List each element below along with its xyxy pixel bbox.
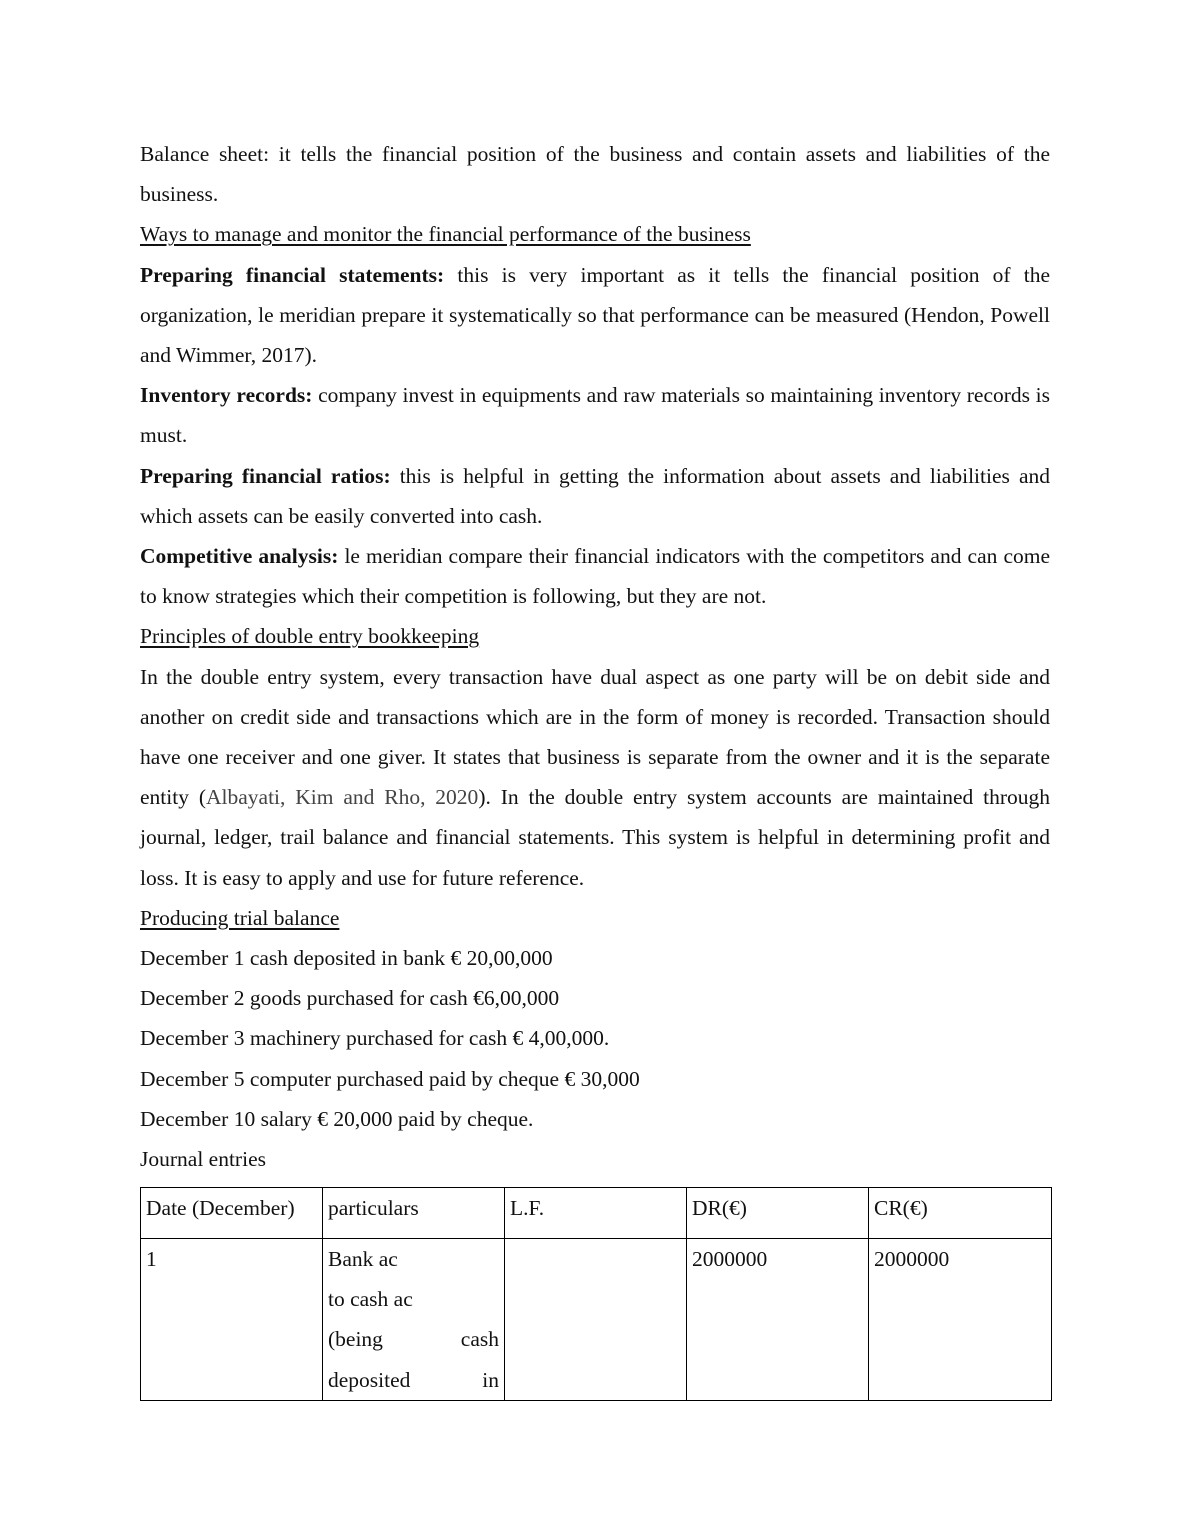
item-financial-statements: Preparing financial statements: this is very important as it tells the financial position of the organization, le meridian prepare it systematically so that performance can be measured (Hendon, Powell and Wimmer, 2017). [140, 262, 1050, 368]
cell-particulars: Bank ac to cash ac (being cash deposited in [323, 1239, 505, 1401]
item-financial-ratios: Preparing financial ratios: this is helpful in getting the information about assets and liabilities and which assets can be easily converted into cash. [140, 463, 1050, 528]
column-header-particulars: particulars [323, 1188, 505, 1239]
column-header-cr: CR(€) [869, 1188, 1052, 1239]
double-entry-paragraph: In the double entry system, every transaction have dual aspect as one party will be on debit side and another on credit side and transactions which are in the form of money is recorded. Transaction should have one receiver and one giver. It states that business is separate from the owner and it is the separate entity (Albayati, Kim and Rho, 2020). In the double entry system accounts are maintained through journal, ledger, trail balance and financial statements. This system is helpful in determining profit and loss. It is easy to apply and use for future reference. [140, 664, 1051, 890]
table-row [141, 1239, 1052, 1401]
journal-title: Journal entries [140, 1147, 266, 1172]
item-label: Competitive analysis: [140, 544, 339, 569]
column-header-lf: L.F. [505, 1188, 687, 1239]
manage-monitor-heading: Ways to manage and monitor the financial performance of the business [140, 222, 751, 247]
cell-dr: 2000000 [687, 1239, 869, 1401]
transaction-line: December 3 machinery purchased for cash € 4,00,000. [140, 1026, 610, 1051]
item-label: Inventory records: [140, 383, 313, 408]
transaction-line: December 1 cash deposited in bank € 20,00,000 [140, 946, 553, 971]
transaction-line: December 2 goods purchased for cash €6,00,000 [140, 986, 560, 1011]
cell-lf [505, 1239, 687, 1401]
column-header-dr: DR(€) [687, 1188, 869, 1239]
citation: Albayati, Kim and Rho, 2020 [205, 785, 479, 810]
double-entry-heading: Principles of double entry bookkeeping [140, 624, 480, 649]
document-body [140, 134, 1050, 1179]
cell-cr: 2000000 [869, 1239, 1052, 1401]
cell-date: 1 [141, 1239, 323, 1401]
item-inventory-records: Inventory records: company invest in equipments and raw materials so maintaining inventory records is must. [140, 383, 1050, 448]
trial-balance-heading: Producing trial balance [140, 905, 340, 930]
item-label: Preparing financial statements: [140, 262, 445, 287]
transaction-line: December 5 computer purchased paid by cheque € 30,000 [140, 1066, 640, 1091]
item-label: Preparing financial ratios: [140, 463, 391, 488]
journal-table [140, 1187, 1052, 1401]
journal-header-row [141, 1188, 1052, 1239]
column-header-date: Date (December) [141, 1188, 323, 1239]
transaction-line: December 10 salary € 20,000 paid by cheque. [140, 1106, 534, 1131]
balance-sheet-paragraph: Balance sheet: it tells the financial position of the business and contain assets and liabilities of the business. [140, 142, 1050, 207]
item-competitive-analysis: Competitive analysis: le meridian compare their financial indicators with the competitors and can come to know strategies which their competition is following, but they are not. [140, 544, 1051, 609]
